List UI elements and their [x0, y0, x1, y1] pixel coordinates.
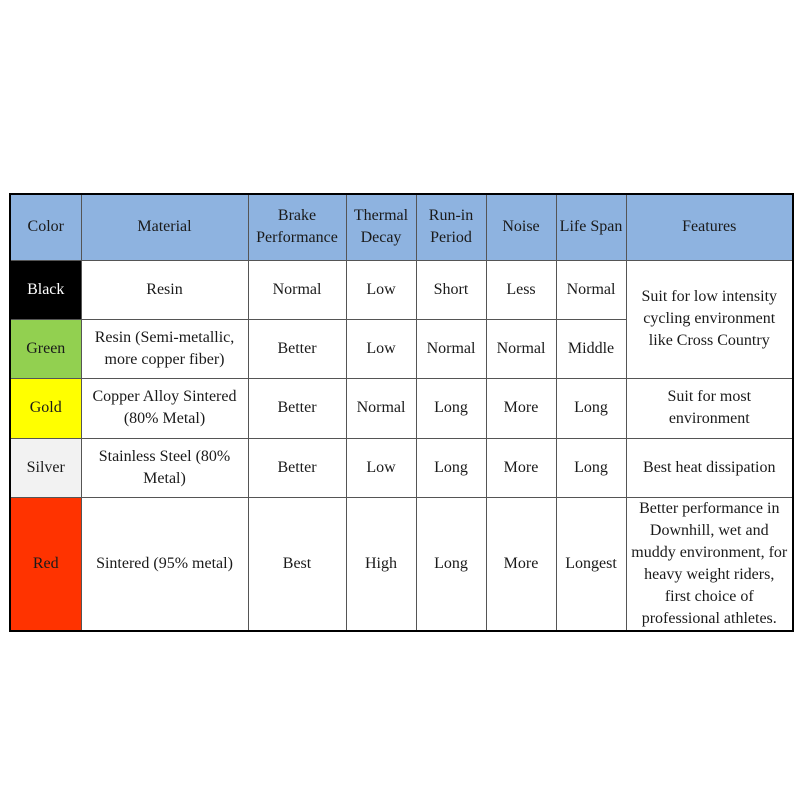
features-cell: Suit for most environment [626, 378, 793, 438]
material-cell: Stainless Steel (80% Metal) [81, 438, 248, 497]
color-swatch-black: Black [10, 260, 81, 319]
life-span-cell: Middle [556, 319, 626, 378]
thermal-decay-cell: High [346, 497, 416, 631]
run-in-period-cell: Long [416, 497, 486, 631]
brake-performance-cell: Better [248, 319, 346, 378]
noise-cell: Less [486, 260, 556, 319]
life-span-cell: Longest [556, 497, 626, 631]
noise-cell: More [486, 378, 556, 438]
color-swatch-gold: Gold [10, 378, 81, 438]
thermal-decay-cell: Normal [346, 378, 416, 438]
run-in-period-cell: Long [416, 378, 486, 438]
noise-cell: More [486, 438, 556, 497]
brake-performance-cell: Better [248, 378, 346, 438]
header-noise: Noise [486, 194, 556, 260]
header-life-span: Life Span [556, 194, 626, 260]
table-row-silver [10, 438, 793, 497]
features-cell-merged: Suit for low intensity cycling environment like Cross Country [626, 260, 793, 378]
color-swatch-silver: Silver [10, 438, 81, 497]
features-cell: Best heat dissipation [626, 438, 793, 497]
life-span-cell: Long [556, 438, 626, 497]
color-swatch-green: Green [10, 319, 81, 378]
brake-performance-cell: Best [248, 497, 346, 631]
table-row-black [10, 260, 793, 319]
features-cell: Better performance in Downhill, wet and muddy environment, for heavy weight riders, first choice of professional athletes. [626, 497, 793, 631]
color-swatch-red: Red [10, 497, 81, 631]
material-cell: Copper Alloy Sintered (80% Metal) [81, 378, 248, 438]
header-run-in-period: Run-in Period [416, 194, 486, 260]
run-in-period-cell: Short [416, 260, 486, 319]
table-row-gold [10, 378, 793, 438]
brake-pad-comparison-table [9, 193, 794, 632]
header-features: Features [626, 194, 793, 260]
life-span-cell: Long [556, 378, 626, 438]
noise-cell: Normal [486, 319, 556, 378]
thermal-decay-cell: Low [346, 319, 416, 378]
noise-cell: More [486, 497, 556, 631]
run-in-period-cell: Normal [416, 319, 486, 378]
material-cell: Resin [81, 260, 248, 319]
header-thermal-decay: Thermal Decay [346, 194, 416, 260]
header-color: Color [10, 194, 81, 260]
life-span-cell: Normal [556, 260, 626, 319]
thermal-decay-cell: Low [346, 438, 416, 497]
material-cell: Resin (Semi-metallic, more copper fiber) [81, 319, 248, 378]
material-cell: Sintered (95% metal) [81, 497, 248, 631]
header-row [10, 194, 793, 260]
brake-performance-cell: Normal [248, 260, 346, 319]
header-material: Material [81, 194, 248, 260]
run-in-period-cell: Long [416, 438, 486, 497]
thermal-decay-cell: Low [346, 260, 416, 319]
table-row-red [10, 497, 793, 631]
header-brake-performance: Brake Performance [248, 194, 346, 260]
brake-performance-cell: Better [248, 438, 346, 497]
